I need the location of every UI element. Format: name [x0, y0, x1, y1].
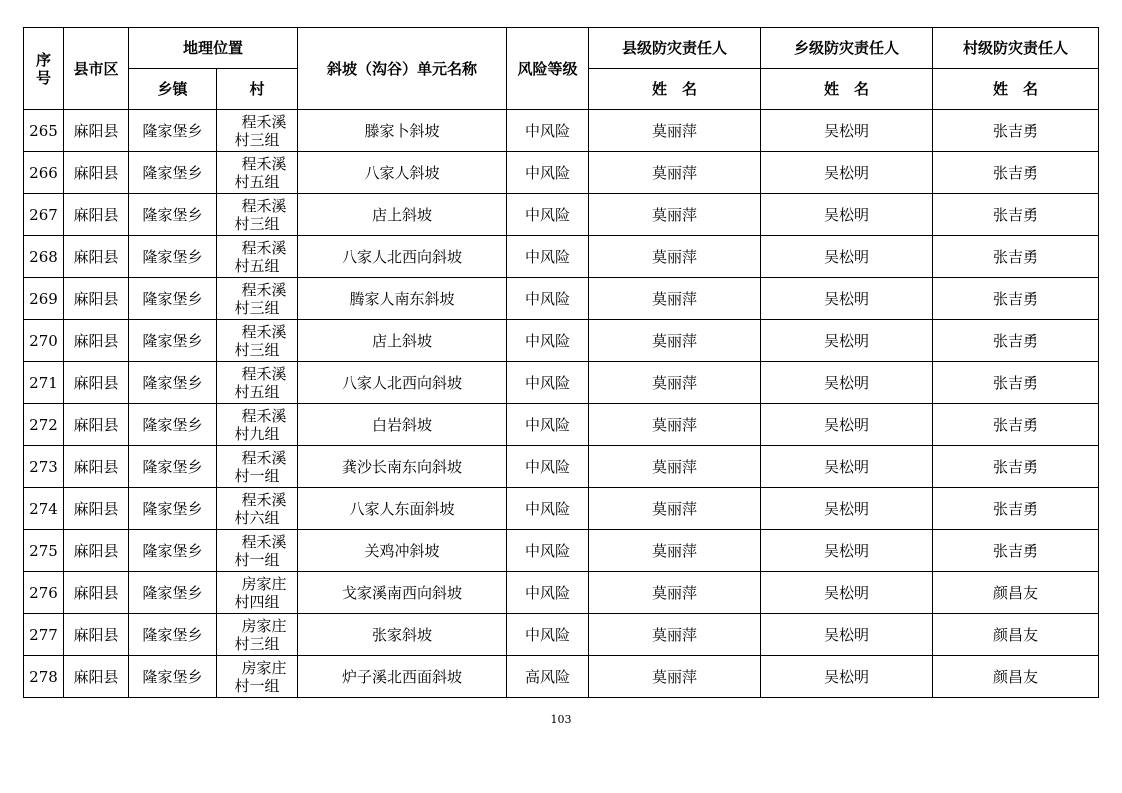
cell-risk-level: 中风险: [507, 320, 589, 362]
cell-slope-name: 八家人北西向斜坡: [298, 362, 507, 404]
table-row: [24, 110, 1099, 152]
cell-risk-level: 中风险: [507, 530, 589, 572]
village-line-1: 程禾溪: [241, 322, 287, 341]
cell-village: [217, 194, 298, 236]
cell-seq: 277: [24, 614, 64, 656]
cell-township-person: 吴松明: [761, 362, 933, 404]
cell-seq: 266: [24, 152, 64, 194]
cell-township: 隆家堡乡: [129, 572, 217, 614]
table-row: [24, 362, 1099, 404]
cell-township: 隆家堡乡: [129, 404, 217, 446]
cell-county: 麻阳县: [64, 110, 129, 152]
cell-county-person: 莫丽萍: [589, 152, 761, 194]
table-body: [24, 110, 1099, 698]
village-line-2: 村三组: [234, 634, 280, 653]
cell-village-person: 张吉勇: [933, 194, 1099, 236]
cell-township-person: 吴松明: [761, 152, 933, 194]
village-line-2: 村五组: [234, 382, 280, 401]
cell-village-person: 张吉勇: [933, 110, 1099, 152]
cell-county-person: 莫丽萍: [589, 110, 761, 152]
cell-village-person: 张吉勇: [933, 362, 1099, 404]
cell-county-person: 莫丽萍: [589, 404, 761, 446]
cell-slope-name: 龚沙长南东向斜坡: [298, 446, 507, 488]
cell-seq: 271: [24, 362, 64, 404]
header-township-person-name: 姓 名: [761, 69, 933, 110]
cell-seq: 276: [24, 572, 64, 614]
village-line-1: 房家庄: [241, 574, 287, 593]
table-row: [24, 446, 1099, 488]
village-line-1: 程禾溪: [241, 196, 287, 215]
cell-township-person: 吴松明: [761, 110, 933, 152]
cell-seq: 273: [24, 446, 64, 488]
cell-village: [217, 152, 298, 194]
village-line-1: 程禾溪: [241, 364, 287, 383]
cell-township: 隆家堡乡: [129, 446, 217, 488]
cell-village-person: 张吉勇: [933, 404, 1099, 446]
table-row: [24, 320, 1099, 362]
cell-county: 麻阳县: [64, 572, 129, 614]
cell-seq: 267: [24, 194, 64, 236]
cell-risk-level: 中风险: [507, 110, 589, 152]
village-line-2: 村三组: [234, 214, 280, 233]
cell-township: 隆家堡乡: [129, 236, 217, 278]
village-line-2: 村五组: [234, 172, 280, 191]
cell-county: 麻阳县: [64, 362, 129, 404]
cell-village: [217, 530, 298, 572]
cell-seq: 275: [24, 530, 64, 572]
cell-county: 麻阳县: [64, 278, 129, 320]
village-line-1: 房家庄: [241, 658, 287, 677]
cell-seq: 272: [24, 404, 64, 446]
cell-county: 麻阳县: [64, 614, 129, 656]
cell-village-person: 张吉勇: [933, 530, 1099, 572]
village-line-1: 程禾溪: [241, 490, 287, 509]
cell-village-person: 张吉勇: [933, 446, 1099, 488]
cell-seq: 278: [24, 656, 64, 698]
table-row: [24, 488, 1099, 530]
cell-village-person: 张吉勇: [933, 278, 1099, 320]
table-row: [24, 278, 1099, 320]
header-county-responsible: 县级防灾责任人: [589, 28, 761, 69]
cell-township-person: 吴松明: [761, 404, 933, 446]
village-line-1: 房家庄: [241, 616, 287, 635]
cell-township: 隆家堡乡: [129, 362, 217, 404]
cell-risk-level: 中风险: [507, 488, 589, 530]
header-county: 县市区: [64, 28, 129, 110]
cell-county: 麻阳县: [64, 152, 129, 194]
cell-village-person: 张吉勇: [933, 152, 1099, 194]
cell-township: 隆家堡乡: [129, 530, 217, 572]
cell-village: [217, 278, 298, 320]
table-row: [24, 572, 1099, 614]
cell-county: 麻阳县: [64, 488, 129, 530]
cell-seq: 274: [24, 488, 64, 530]
disaster-responsibility-table: [23, 27, 1099, 698]
cell-village-person: 颜昌友: [933, 656, 1099, 698]
village-line-2: 村六组: [234, 508, 280, 527]
cell-township-person: 吴松明: [761, 530, 933, 572]
cell-township: 隆家堡乡: [129, 614, 217, 656]
cell-slope-name: 滕家卜斜坡: [298, 110, 507, 152]
cell-township: 隆家堡乡: [129, 656, 217, 698]
cell-county-person: 莫丽萍: [589, 362, 761, 404]
header-village-person-name: 姓 名: [933, 69, 1099, 110]
cell-county: 麻阳县: [64, 446, 129, 488]
cell-township-person: 吴松明: [761, 488, 933, 530]
cell-township-person: 吴松明: [761, 194, 933, 236]
cell-county-person: 莫丽萍: [589, 488, 761, 530]
village-line-2: 村四组: [234, 592, 280, 611]
header-seq: 序 号: [24, 28, 64, 110]
table-row: [24, 656, 1099, 698]
cell-township: 隆家堡乡: [129, 194, 217, 236]
cell-seq: 265: [24, 110, 64, 152]
cell-county-person: 莫丽萍: [589, 278, 761, 320]
cell-county-person: 莫丽萍: [589, 530, 761, 572]
village-line-1: 程禾溪: [241, 112, 287, 131]
cell-risk-level: 中风险: [507, 194, 589, 236]
cell-county: 麻阳县: [64, 236, 129, 278]
header-risk-level: 风险等级: [507, 28, 589, 110]
cell-village: [217, 362, 298, 404]
table-row: [24, 404, 1099, 446]
header-village-responsible: 村级防灾责任人: [933, 28, 1099, 69]
cell-county: 麻阳县: [64, 320, 129, 362]
village-line-1: 程禾溪: [241, 280, 287, 299]
cell-slope-name: 关鸡冲斜坡: [298, 530, 507, 572]
village-line-1: 程禾溪: [241, 238, 287, 257]
cell-county: 麻阳县: [64, 656, 129, 698]
cell-risk-level: 中风险: [507, 572, 589, 614]
header-township-responsible: 乡级防灾责任人: [761, 28, 933, 69]
cell-township-person: 吴松明: [761, 446, 933, 488]
table-row: [24, 152, 1099, 194]
cell-village-person: 颜昌友: [933, 572, 1099, 614]
cell-township-person: 吴松明: [761, 656, 933, 698]
village-line-2: 村一组: [234, 550, 280, 569]
village-line-2: 村三组: [234, 130, 280, 149]
cell-risk-level: 中风险: [507, 446, 589, 488]
cell-township-person: 吴松明: [761, 614, 933, 656]
village-line-2: 村五组: [234, 256, 280, 275]
cell-seq: 268: [24, 236, 64, 278]
cell-township: 隆家堡乡: [129, 488, 217, 530]
cell-county-person: 莫丽萍: [589, 656, 761, 698]
cell-village-person: 张吉勇: [933, 488, 1099, 530]
cell-risk-level: 中风险: [507, 614, 589, 656]
cell-township-person: 吴松明: [761, 320, 933, 362]
header-county-person-name: 姓 名: [589, 69, 761, 110]
village-line-2: 村九组: [234, 424, 280, 443]
cell-county: 麻阳县: [64, 194, 129, 236]
table-row: [24, 614, 1099, 656]
village-line-2: 村一组: [234, 466, 280, 485]
cell-village: [217, 110, 298, 152]
page-number: 103: [550, 713, 572, 726]
cell-county-person: 莫丽萍: [589, 614, 761, 656]
cell-risk-level: 中风险: [507, 404, 589, 446]
cell-township: 隆家堡乡: [129, 278, 217, 320]
cell-village: [217, 614, 298, 656]
cell-slope-name: 戈家溪南西向斜坡: [298, 572, 507, 614]
header-location: 地理位置: [129, 28, 298, 69]
cell-risk-level: 中风险: [507, 362, 589, 404]
village-line-1: 程禾溪: [241, 448, 287, 467]
cell-risk-level: 高风险: [507, 656, 589, 698]
village-line-1: 程禾溪: [241, 406, 287, 425]
cell-township-person: 吴松明: [761, 572, 933, 614]
cell-village: [217, 572, 298, 614]
cell-village-person: 张吉勇: [933, 236, 1099, 278]
cell-county-person: 莫丽萍: [589, 236, 761, 278]
cell-township-person: 吴松明: [761, 236, 933, 278]
table-row: [24, 194, 1099, 236]
header-village: 村: [217, 69, 298, 110]
cell-slope-name: 店上斜坡: [298, 194, 507, 236]
table-row: [24, 236, 1099, 278]
cell-village: [217, 446, 298, 488]
cell-county-person: 莫丽萍: [589, 194, 761, 236]
village-line-1: 程禾溪: [241, 154, 287, 173]
cell-slope-name: 炉子溪北西面斜坡: [298, 656, 507, 698]
cell-slope-name: 白岩斜坡: [298, 404, 507, 446]
cell-county-person: 莫丽萍: [589, 572, 761, 614]
cell-seq: 269: [24, 278, 64, 320]
cell-township: 隆家堡乡: [129, 152, 217, 194]
cell-village-person: 张吉勇: [933, 320, 1099, 362]
cell-risk-level: 中风险: [507, 278, 589, 320]
cell-county-person: 莫丽萍: [589, 320, 761, 362]
cell-slope-name: 腾家人南东斜坡: [298, 278, 507, 320]
cell-slope-name: 八家人东面斜坡: [298, 488, 507, 530]
cell-township: 隆家堡乡: [129, 110, 217, 152]
cell-slope-name: 店上斜坡: [298, 320, 507, 362]
village-line-1: 程禾溪: [241, 532, 287, 551]
cell-township-person: 吴松明: [761, 278, 933, 320]
cell-risk-level: 中风险: [507, 236, 589, 278]
cell-village: [217, 656, 298, 698]
cell-slope-name: 八家人北西向斜坡: [298, 236, 507, 278]
cell-village: [217, 320, 298, 362]
cell-village: [217, 404, 298, 446]
cell-township: 隆家堡乡: [129, 320, 217, 362]
cell-slope-name: 八家人斜坡: [298, 152, 507, 194]
cell-seq: 270: [24, 320, 64, 362]
table-row: [24, 530, 1099, 572]
cell-county-person: 莫丽萍: [589, 446, 761, 488]
cell-county: 麻阳县: [64, 404, 129, 446]
village-line-2: 村三组: [234, 298, 280, 317]
village-line-2: 村一组: [234, 676, 280, 695]
cell-village-person: 颜昌友: [933, 614, 1099, 656]
header-township: 乡镇: [129, 69, 217, 110]
cell-county: 麻阳县: [64, 530, 129, 572]
header-slope-name: 斜坡（沟谷）单元名称: [298, 28, 507, 110]
cell-village: [217, 488, 298, 530]
cell-slope-name: 张家斜坡: [298, 614, 507, 656]
village-line-2: 村三组: [234, 340, 280, 359]
cell-village: [217, 236, 298, 278]
cell-risk-level: 中风险: [507, 152, 589, 194]
